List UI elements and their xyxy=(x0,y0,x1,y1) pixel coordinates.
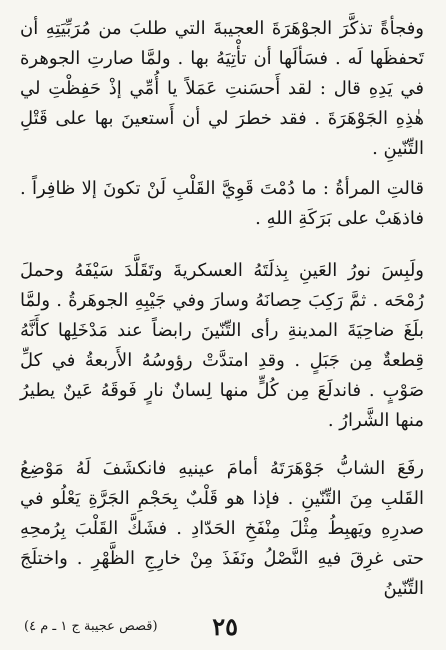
paragraph-jewel-memory: وفجأةً تذكَّرَ الجوْهَرَةَ العجيبةَ التي طلبَ من مُرَبِّيَتِهِ أن تَحفظَها لَه . فسَألَها أن تأْتِيَهُ بها . ولمَّا صارتِ الجوهرة في يَدِهِ قال : لقد أَحسَنتِ عَمَلاً يا أُمِّي إذْ حَفِظْتِ لي هٰذِهِ الجَوْهَرَةَ . فقد خطرَ لي أن أَستعينَ بها على قَتْلِ التِّنّينِ . xyxy=(20,18,424,159)
page-number: ٢٥ xyxy=(212,612,238,641)
page-footer xyxy=(22,612,426,642)
paragraph-dragon-heart: رفَعَ الشابُّ جَوْهَرَتَهُ أمامَ عينيهِ فانكشَفَ لَهُ مَوْضِعُ القَلبِ مِنَ التِّنّينِ . فإذا هو قَلْبٌ بِحَجْمِ الجَرَّةِ يَعْلُو في صدرِهِ ويَهبِطُ مِثْلَ مِنْفَخِ الحَدّادِ . فشَكَّ القَلْبَ بِرُمحِهِ حتى غرِقَ فيهِ النَّصْلُ ونَفَذَ مِنْ خارِجِ الظَّهْرِ . واختلَجَ التِّنّينُ xyxy=(20,458,424,599)
paragraph-mother-blessing: قالتِ المرأةُ : ما دُمْتَ قَوِيَّ القَلْبِ لَنْ تكونَ إلا ظافِراً . فاذهَبْ على بَرَكَةِ اللهِ . xyxy=(20,178,424,229)
book-reference: (قصص عجيبة ج ١ ـ م ٤) xyxy=(24,619,158,634)
page-body-text xyxy=(20,14,424,604)
paragraph-dragon-encounter: ولَبِسَ نورُ العَينِ بِذلَتَهُ العسكريةَ وتَقَلَّدَ سَيْفَهُ وحملَ رُمْحَه . ثمَّ رَكِبَ حِصانَهُ وسارَ وفي جَيْبِهِ الجوهَرةُ . ولمَّا بلَغَ ضاحِيَةَ المدينةِ رأى التِّنّينَ رابضاً عند مَدْخَلِها كأَنَّهُ قِطعةٌ مِن جَبَلٍ . وقدِ امتدَّتْ رؤوسُهُ الأَربعةُ في كلِّ صَوْبٍ . فاندلَعَ مِن كُلٍّ منها لِسانٌ نارٍ فَوقَهُ عَينٌ يطيرُ منها الشَّرارُ . xyxy=(20,260,424,431)
